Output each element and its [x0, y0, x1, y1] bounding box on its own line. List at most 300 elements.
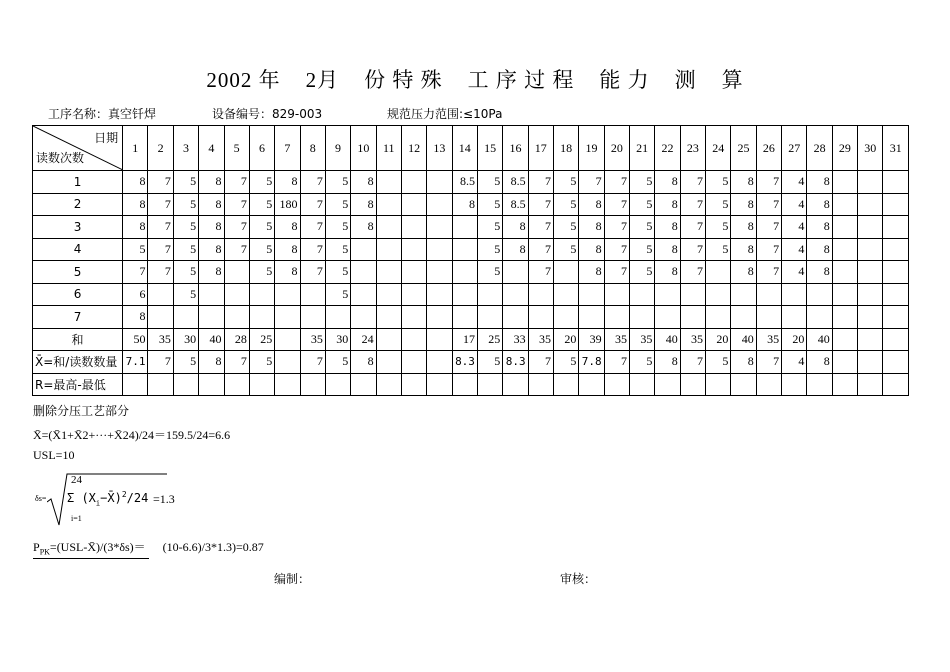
table-cell: 8 — [655, 171, 680, 194]
table-cell: 35 — [604, 328, 629, 351]
sigma-formula — [33, 470, 333, 530]
day-header-24: 24 — [706, 126, 731, 171]
table-cell — [731, 283, 756, 306]
table-cell: 4 — [782, 238, 807, 261]
table-cell: 7 — [756, 193, 781, 216]
table-cell — [325, 306, 350, 329]
day-header-20: 20 — [604, 126, 629, 171]
table-cell: 8 — [199, 238, 224, 261]
table-cell — [858, 373, 883, 396]
table-cell: 7 — [123, 261, 148, 284]
table-cell: 8 — [123, 171, 148, 194]
table-cell: 35 — [630, 328, 655, 351]
table-cell — [376, 216, 401, 239]
table-cell: 7 — [148, 216, 173, 239]
table-cell: 8.5 — [452, 171, 477, 194]
table-cell: 5 — [249, 238, 274, 261]
table-cell: 7 — [300, 238, 325, 261]
table-cell: 8 — [351, 351, 376, 374]
day-header-17: 17 — [528, 126, 553, 171]
table-cell: 7 — [528, 261, 553, 284]
table-cell: 5 — [630, 193, 655, 216]
day-header-23: 23 — [680, 126, 705, 171]
table-cell: 5 — [553, 238, 578, 261]
corner-reading-label: 读数次数 — [36, 151, 85, 165]
table-cell: 7 — [680, 238, 705, 261]
table-cell — [401, 193, 426, 216]
table-cell — [630, 306, 655, 329]
table-cell — [883, 216, 909, 239]
table-cell — [680, 306, 705, 329]
table-cell: 8 — [731, 238, 756, 261]
day-header-21: 21 — [630, 126, 655, 171]
table-cell — [427, 283, 452, 306]
table-cell — [249, 283, 274, 306]
row-label: 6 — [33, 283, 123, 306]
table-cell — [630, 283, 655, 306]
prepared-by-label: 编制： — [274, 572, 311, 586]
table-cell: 20 — [553, 328, 578, 351]
table-cell — [553, 283, 578, 306]
ppk-formula — [33, 538, 264, 556]
table-cell: 8 — [731, 261, 756, 284]
table-cell — [300, 373, 325, 396]
table-cell — [427, 193, 452, 216]
table-cell — [427, 261, 452, 284]
table-cell: 8 — [579, 238, 604, 261]
table-row — [33, 171, 909, 194]
table-cell: 5 — [477, 216, 502, 239]
table-cell — [376, 373, 401, 396]
day-header-13: 13 — [427, 126, 452, 171]
table-cell: 7 — [528, 351, 553, 374]
table-row — [33, 238, 909, 261]
table-cell: 50 — [123, 328, 148, 351]
table-cell — [325, 373, 350, 396]
table-cell — [503, 261, 528, 284]
table-cell — [553, 306, 578, 329]
table-cell: 40 — [655, 328, 680, 351]
table-cell — [832, 328, 857, 351]
row-label: 3 — [33, 216, 123, 239]
table-cell — [832, 351, 857, 374]
table-cell: 8 — [807, 216, 832, 239]
table-cell — [376, 238, 401, 261]
ppk-label: P — [33, 540, 40, 554]
table-cell: 20 — [782, 328, 807, 351]
table-cell: 8 — [503, 216, 528, 239]
table-cell — [427, 171, 452, 194]
table-cell — [275, 351, 300, 374]
table-cell: 40 — [731, 328, 756, 351]
table-cell — [756, 373, 781, 396]
table-cell: 4 — [782, 261, 807, 284]
table-cell — [782, 373, 807, 396]
table-cell — [807, 306, 832, 329]
table-cell: 7 — [680, 261, 705, 284]
row-label: X̄=和/读数数量 — [33, 351, 123, 374]
table-cell: 5 — [249, 216, 274, 239]
row-label: 1 — [33, 171, 123, 194]
table-cell: 5 — [553, 171, 578, 194]
day-header-11: 11 — [376, 126, 401, 171]
table-cell: 7 — [300, 193, 325, 216]
table-cell — [756, 306, 781, 329]
table-cell: 5 — [249, 261, 274, 284]
table-cell: 7 — [756, 171, 781, 194]
table-cell: 5 — [477, 193, 502, 216]
day-header-18: 18 — [553, 126, 578, 171]
table-cell — [427, 216, 452, 239]
day-header-29: 29 — [832, 126, 857, 171]
table-cell: 7 — [224, 351, 249, 374]
table-cell: 8 — [579, 216, 604, 239]
ppk-value: (10-6.6)/3*1.3)=0.87 — [162, 540, 264, 554]
table-cell: 7 — [300, 171, 325, 194]
table-cell — [148, 306, 173, 329]
corner-date-label: 日期 — [94, 131, 119, 145]
table-cell — [832, 283, 857, 306]
table-cell: 8 — [655, 261, 680, 284]
pressure-range: 规范压力范围:≤10Pa — [387, 107, 503, 121]
sigma-lhs: δs= — [35, 494, 47, 503]
title-part-4: 工 序 过 程 — [467, 68, 575, 92]
table-cell — [858, 238, 883, 261]
table-cell: 7 — [300, 351, 325, 374]
table-cell — [351, 373, 376, 396]
table-cell — [858, 351, 883, 374]
table-cell — [199, 306, 224, 329]
table-cell — [376, 328, 401, 351]
table-cell: 8 — [807, 261, 832, 284]
table-cell — [401, 238, 426, 261]
table-cell — [883, 283, 909, 306]
table-cell — [858, 306, 883, 329]
table-cell — [401, 373, 426, 396]
table-cell — [604, 283, 629, 306]
table-cell — [275, 283, 300, 306]
table-cell: 5 — [477, 171, 502, 194]
table-cell: 8 — [731, 351, 756, 374]
table-cell — [680, 373, 705, 396]
table-cell — [858, 261, 883, 284]
table-cell — [883, 306, 909, 329]
table-row — [33, 216, 909, 239]
table-cell: 8 — [275, 261, 300, 284]
table-cell — [706, 373, 731, 396]
table-cell: 8 — [579, 193, 604, 216]
table-cell — [452, 261, 477, 284]
table-cell: 5 — [173, 193, 198, 216]
table-cell: 8 — [199, 193, 224, 216]
table-cell: 7 — [680, 351, 705, 374]
table-cell — [401, 283, 426, 306]
table-cell: 8 — [655, 193, 680, 216]
table-cell: 8 — [351, 216, 376, 239]
table-cell — [604, 306, 629, 329]
table-cell: 180 — [275, 193, 300, 216]
table-cell — [148, 283, 173, 306]
table-cell: 5 — [249, 171, 274, 194]
table-cell: 7 — [224, 216, 249, 239]
table-cell: 8 — [807, 238, 832, 261]
table-cell — [123, 373, 148, 396]
table-cell: 5 — [706, 171, 731, 194]
table-cell — [604, 373, 629, 396]
table-cell: 5 — [249, 193, 274, 216]
table-row — [33, 306, 909, 329]
table-cell: 33 — [503, 328, 528, 351]
table-cell — [427, 328, 452, 351]
title-part-7: 算 — [721, 68, 744, 92]
title-part-3: 份 特 殊 — [364, 68, 443, 92]
table-cell — [858, 328, 883, 351]
table-cell — [351, 306, 376, 329]
sigma-upper-limit: 24 — [71, 474, 82, 486]
table-cell — [706, 261, 731, 284]
day-header-1: 1 — [123, 126, 148, 171]
table-cell — [883, 328, 909, 351]
day-header-26: 26 — [756, 126, 781, 171]
table-cell — [452, 283, 477, 306]
table-cell — [427, 351, 452, 374]
table-cell: 5 — [173, 283, 198, 306]
table-cell — [173, 306, 198, 329]
table-cell — [275, 373, 300, 396]
table-cell — [630, 373, 655, 396]
table-cell: 5 — [553, 193, 578, 216]
table-cell: 5 — [553, 351, 578, 374]
table-cell: 8 — [655, 351, 680, 374]
title-part-1: 2002 年 — [206, 68, 281, 92]
table-cell: 28 — [224, 328, 249, 351]
table-cell: 7 — [148, 193, 173, 216]
sigma-lower-limit: i=1 — [71, 514, 82, 523]
table-cell — [452, 306, 477, 329]
table-cell: 7 — [604, 216, 629, 239]
table-cell — [528, 306, 553, 329]
table-cell — [832, 193, 857, 216]
table-cell: 8 — [731, 216, 756, 239]
table-cell: 8 — [123, 216, 148, 239]
reviewed-by-label: 审核： — [560, 572, 597, 586]
table-cell — [300, 306, 325, 329]
table-cell — [224, 373, 249, 396]
table-cell — [376, 351, 401, 374]
table-cell: 35 — [148, 328, 173, 351]
table-cell: 5 — [706, 216, 731, 239]
table-cell: 25 — [249, 328, 274, 351]
table-cell: 7 — [224, 193, 249, 216]
table-cell — [376, 261, 401, 284]
table-cell — [401, 171, 426, 194]
table-cell: 7 — [148, 171, 173, 194]
table-header-row — [33, 126, 909, 171]
table-cell — [401, 351, 426, 374]
table-cell — [427, 238, 452, 261]
table-cell: 8.5 — [503, 171, 528, 194]
table-cell: 5 — [477, 261, 502, 284]
day-header-12: 12 — [401, 126, 426, 171]
title-part-2: 2月 — [305, 68, 340, 92]
table-cell: 5 — [630, 216, 655, 239]
table-cell: 7 — [148, 238, 173, 261]
day-header-31: 31 — [883, 126, 909, 171]
table-cell: 5 — [477, 238, 502, 261]
table-row — [33, 328, 909, 351]
table-cell — [655, 373, 680, 396]
table-cell — [148, 373, 173, 396]
table-cell — [832, 306, 857, 329]
table-cell — [452, 216, 477, 239]
table-cell: 7.8 — [579, 351, 604, 374]
title-part-6: 测 — [674, 68, 697, 92]
table-cell: 5 — [325, 351, 350, 374]
table-cell: 5 — [630, 351, 655, 374]
day-header-19: 19 — [579, 126, 604, 171]
day-header-2: 2 — [148, 126, 173, 171]
note-line-1: 删除分压工艺部分 — [33, 404, 130, 418]
day-header-28: 28 — [807, 126, 832, 171]
ppk-definition: =(USL-X̄)/(3*δs)＝ — [49, 540, 146, 554]
table-cell — [858, 193, 883, 216]
table-cell: 25 — [477, 328, 502, 351]
table-cell: 5 — [706, 351, 731, 374]
table-cell — [883, 261, 909, 284]
table-cell: 8 — [503, 238, 528, 261]
table-cell — [401, 328, 426, 351]
table-cell — [858, 283, 883, 306]
table-cell: 40 — [807, 328, 832, 351]
table-cell: 7 — [300, 261, 325, 284]
table-cell: 7 — [224, 171, 249, 194]
table-cell: 5 — [325, 193, 350, 216]
table-cell: 8 — [123, 193, 148, 216]
table-cell — [832, 238, 857, 261]
table-cell: 5 — [173, 238, 198, 261]
table-cell: 4 — [782, 171, 807, 194]
table-cell: 5 — [123, 238, 148, 261]
table-cell: 8 — [731, 193, 756, 216]
table-row — [33, 283, 909, 306]
table-cell — [427, 306, 452, 329]
page-title — [0, 64, 950, 94]
table-cell — [351, 238, 376, 261]
table-cell: 4 — [782, 216, 807, 239]
table-cell: 8 — [452, 193, 477, 216]
table-cell — [731, 373, 756, 396]
table-cell — [883, 351, 909, 374]
table-cell: 8 — [807, 351, 832, 374]
table-cell — [351, 261, 376, 284]
table-cell: 8 — [655, 216, 680, 239]
note-line-2: X̄=(X̄1+X̄2+···+X̄24)/24＝159.5/24=6.6 — [33, 428, 231, 442]
table-cell: 7 — [680, 216, 705, 239]
table-cell: 8 — [199, 216, 224, 239]
corner-cell — [33, 126, 123, 171]
table-cell: 5 — [249, 351, 274, 374]
table-cell: 8 — [807, 193, 832, 216]
table-row — [33, 193, 909, 216]
table-cell: 17 — [452, 328, 477, 351]
table-cell — [275, 328, 300, 351]
table-cell: 5 — [325, 171, 350, 194]
table-cell: 7 — [604, 351, 629, 374]
table-cell: 7 — [756, 238, 781, 261]
table-cell — [503, 283, 528, 306]
table-cell — [401, 306, 426, 329]
measurement-table — [32, 125, 909, 396]
row-label: R=最高-最低 — [33, 373, 123, 396]
row-label: 4 — [33, 238, 123, 261]
table-cell — [477, 283, 502, 306]
table-cell — [275, 306, 300, 329]
table-cell: 30 — [173, 328, 198, 351]
table-cell: 5 — [630, 261, 655, 284]
table-cell — [300, 283, 325, 306]
table-cell — [528, 373, 553, 396]
row-label: 2 — [33, 193, 123, 216]
table-cell: 7.1 — [123, 351, 148, 374]
table-cell — [199, 283, 224, 306]
table-cell — [832, 216, 857, 239]
table-cell: 8.5 — [503, 193, 528, 216]
day-header-8: 8 — [300, 126, 325, 171]
table-cell: 8 — [275, 216, 300, 239]
table-cell: 8 — [199, 351, 224, 374]
table-cell — [452, 238, 477, 261]
day-header-9: 9 — [325, 126, 350, 171]
table-cell: 7 — [528, 193, 553, 216]
table-cell: 7 — [224, 238, 249, 261]
table-cell: 8 — [351, 171, 376, 194]
sigma-result: =1.3 — [153, 492, 175, 506]
table-cell — [655, 283, 680, 306]
table-cell: 8.3 — [503, 351, 528, 374]
day-header-30: 30 — [858, 126, 883, 171]
table-cell — [427, 373, 452, 396]
table-cell — [883, 193, 909, 216]
table-cell: 7 — [528, 171, 553, 194]
table-cell — [452, 373, 477, 396]
table-cell — [858, 171, 883, 194]
table-cell: 7 — [756, 216, 781, 239]
table-cell: 8 — [351, 193, 376, 216]
table-cell: 7 — [604, 193, 629, 216]
table-cell — [807, 373, 832, 396]
ppk-subscript: PK — [39, 547, 50, 557]
table-cell: 35 — [300, 328, 325, 351]
table-cell: 8 — [275, 171, 300, 194]
table-cell: 30 — [325, 328, 350, 351]
table-cell: 5 — [173, 171, 198, 194]
table-cell — [376, 283, 401, 306]
table-cell: 5 — [706, 238, 731, 261]
table-cell — [731, 306, 756, 329]
table-cell — [883, 373, 909, 396]
table-cell: 5 — [173, 351, 198, 374]
table-cell — [249, 373, 274, 396]
table-cell — [706, 283, 731, 306]
table-cell — [807, 283, 832, 306]
table-cell: 5 — [553, 216, 578, 239]
table-cell — [376, 171, 401, 194]
table-cell — [401, 216, 426, 239]
table-cell — [883, 171, 909, 194]
table-cell: 7 — [300, 216, 325, 239]
table-cell: 8 — [731, 171, 756, 194]
table-row — [33, 351, 909, 374]
